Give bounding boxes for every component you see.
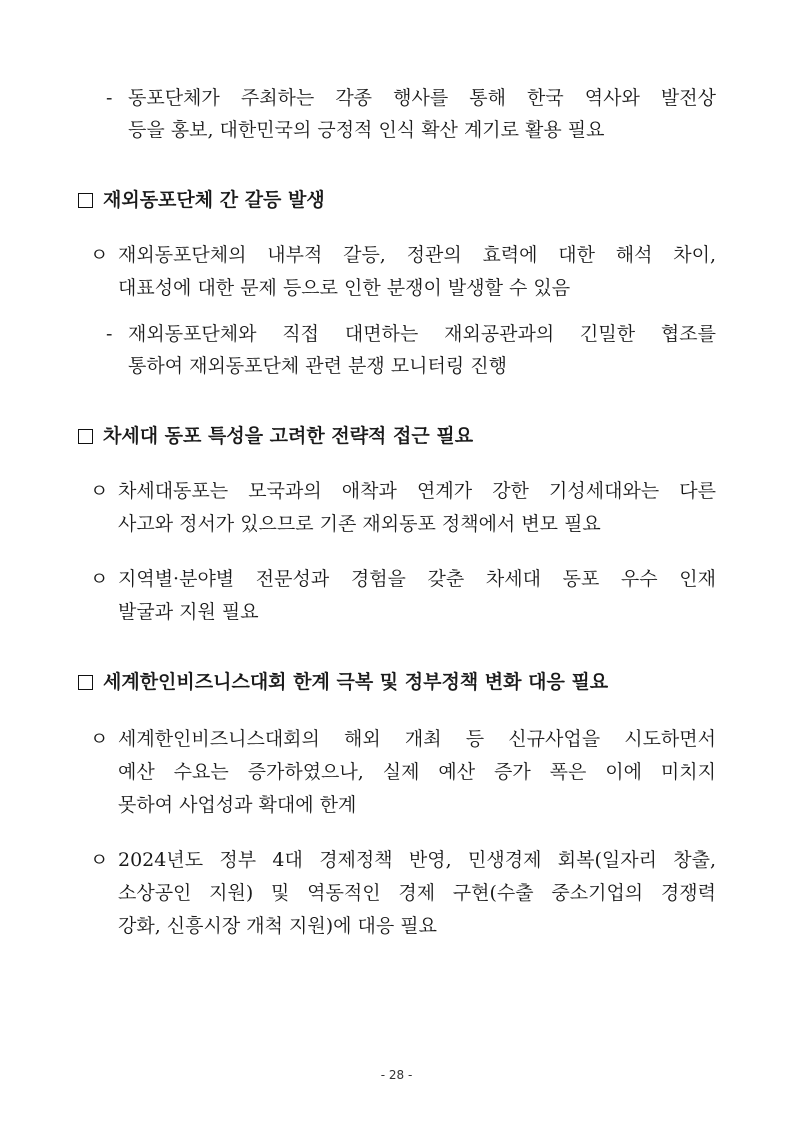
section-title: 재외동포단체 간 갈등 발생 [103, 189, 325, 211]
text-line: 대표성에 대한 문제 등으로 인한 분쟁이 발생할 수 있음 [118, 277, 571, 299]
text-line: 2024년도 정부 4대 경제정책 반영, 민생경제 회복(일자리 창출, [118, 849, 716, 871]
dash-marker: - [106, 323, 113, 345]
section-heading [78, 424, 473, 448]
checkbox-square-icon [78, 193, 93, 208]
checkbox-square-icon [78, 429, 93, 444]
circle-bullet-marker: ㅇ [90, 728, 109, 750]
text-line: 사고와 정서가 있으므로 기존 재외동포 정책에서 변모 필요 [118, 513, 601, 535]
text-line: 소상공인 지원) 및 역동적인 경제 구현(수출 중소기업의 경쟁력 [118, 882, 716, 904]
circle-bullet-marker: ㅇ [90, 849, 109, 871]
circle-bullet-marker: ㅇ [90, 244, 109, 266]
section-title: 차세대 동포 특성을 고려한 전략적 접근 필요 [103, 425, 474, 447]
text-line: 동포단체가 주최하는 각종 행사를 통해 한국 역사와 발전상 [128, 87, 716, 109]
circle-bullet-marker: ㅇ [90, 568, 109, 590]
text-line: 지역별·분야별 전문성과 경험을 갖춘 차세대 동포 우수 인재 [118, 568, 716, 590]
checkbox-square-icon [78, 675, 93, 690]
text-line: 차세대동포는 모국과의 애착과 연계가 강한 기성세대와는 다른 [118, 480, 716, 502]
text-line: 강화, 신흥시장 개척 지원)에 대응 필요 [118, 915, 437, 937]
section-title: 세계한인비즈니스대회 한계 극복 및 정부정책 변화 대응 필요 [103, 671, 609, 693]
dash-marker: - [106, 87, 113, 109]
circle-bullet-marker: ㅇ [90, 480, 109, 502]
text-line: 발굴과 지원 필요 [118, 601, 259, 623]
text-line: 재외동포단체의 내부적 갈등, 정관의 효력에 대한 해석 차이, [118, 244, 716, 266]
page-number: - 28 - [380, 1068, 413, 1082]
text-line: 예산 수요는 증가하였으나, 실제 예산 증가 폭은 이에 미치지 [118, 761, 716, 783]
text-line: 못하여 사업성과 확대에 한계 [118, 794, 357, 816]
text-line: 통하여 재외동포단체 관련 분쟁 모니터링 진행 [128, 355, 507, 377]
section-heading [78, 188, 325, 212]
section-heading [78, 670, 608, 694]
text-line: 재외동포단체와 직접 대면하는 재외공관과의 긴밀한 협조를 [128, 323, 716, 345]
text-line: 세계한인비즈니스대회의 해외 개최 등 신규사업을 시도하면서 [118, 728, 716, 750]
text-line: 등을 홍보, 대한민국의 긍정적 인식 확산 계기로 활용 필요 [128, 119, 605, 141]
